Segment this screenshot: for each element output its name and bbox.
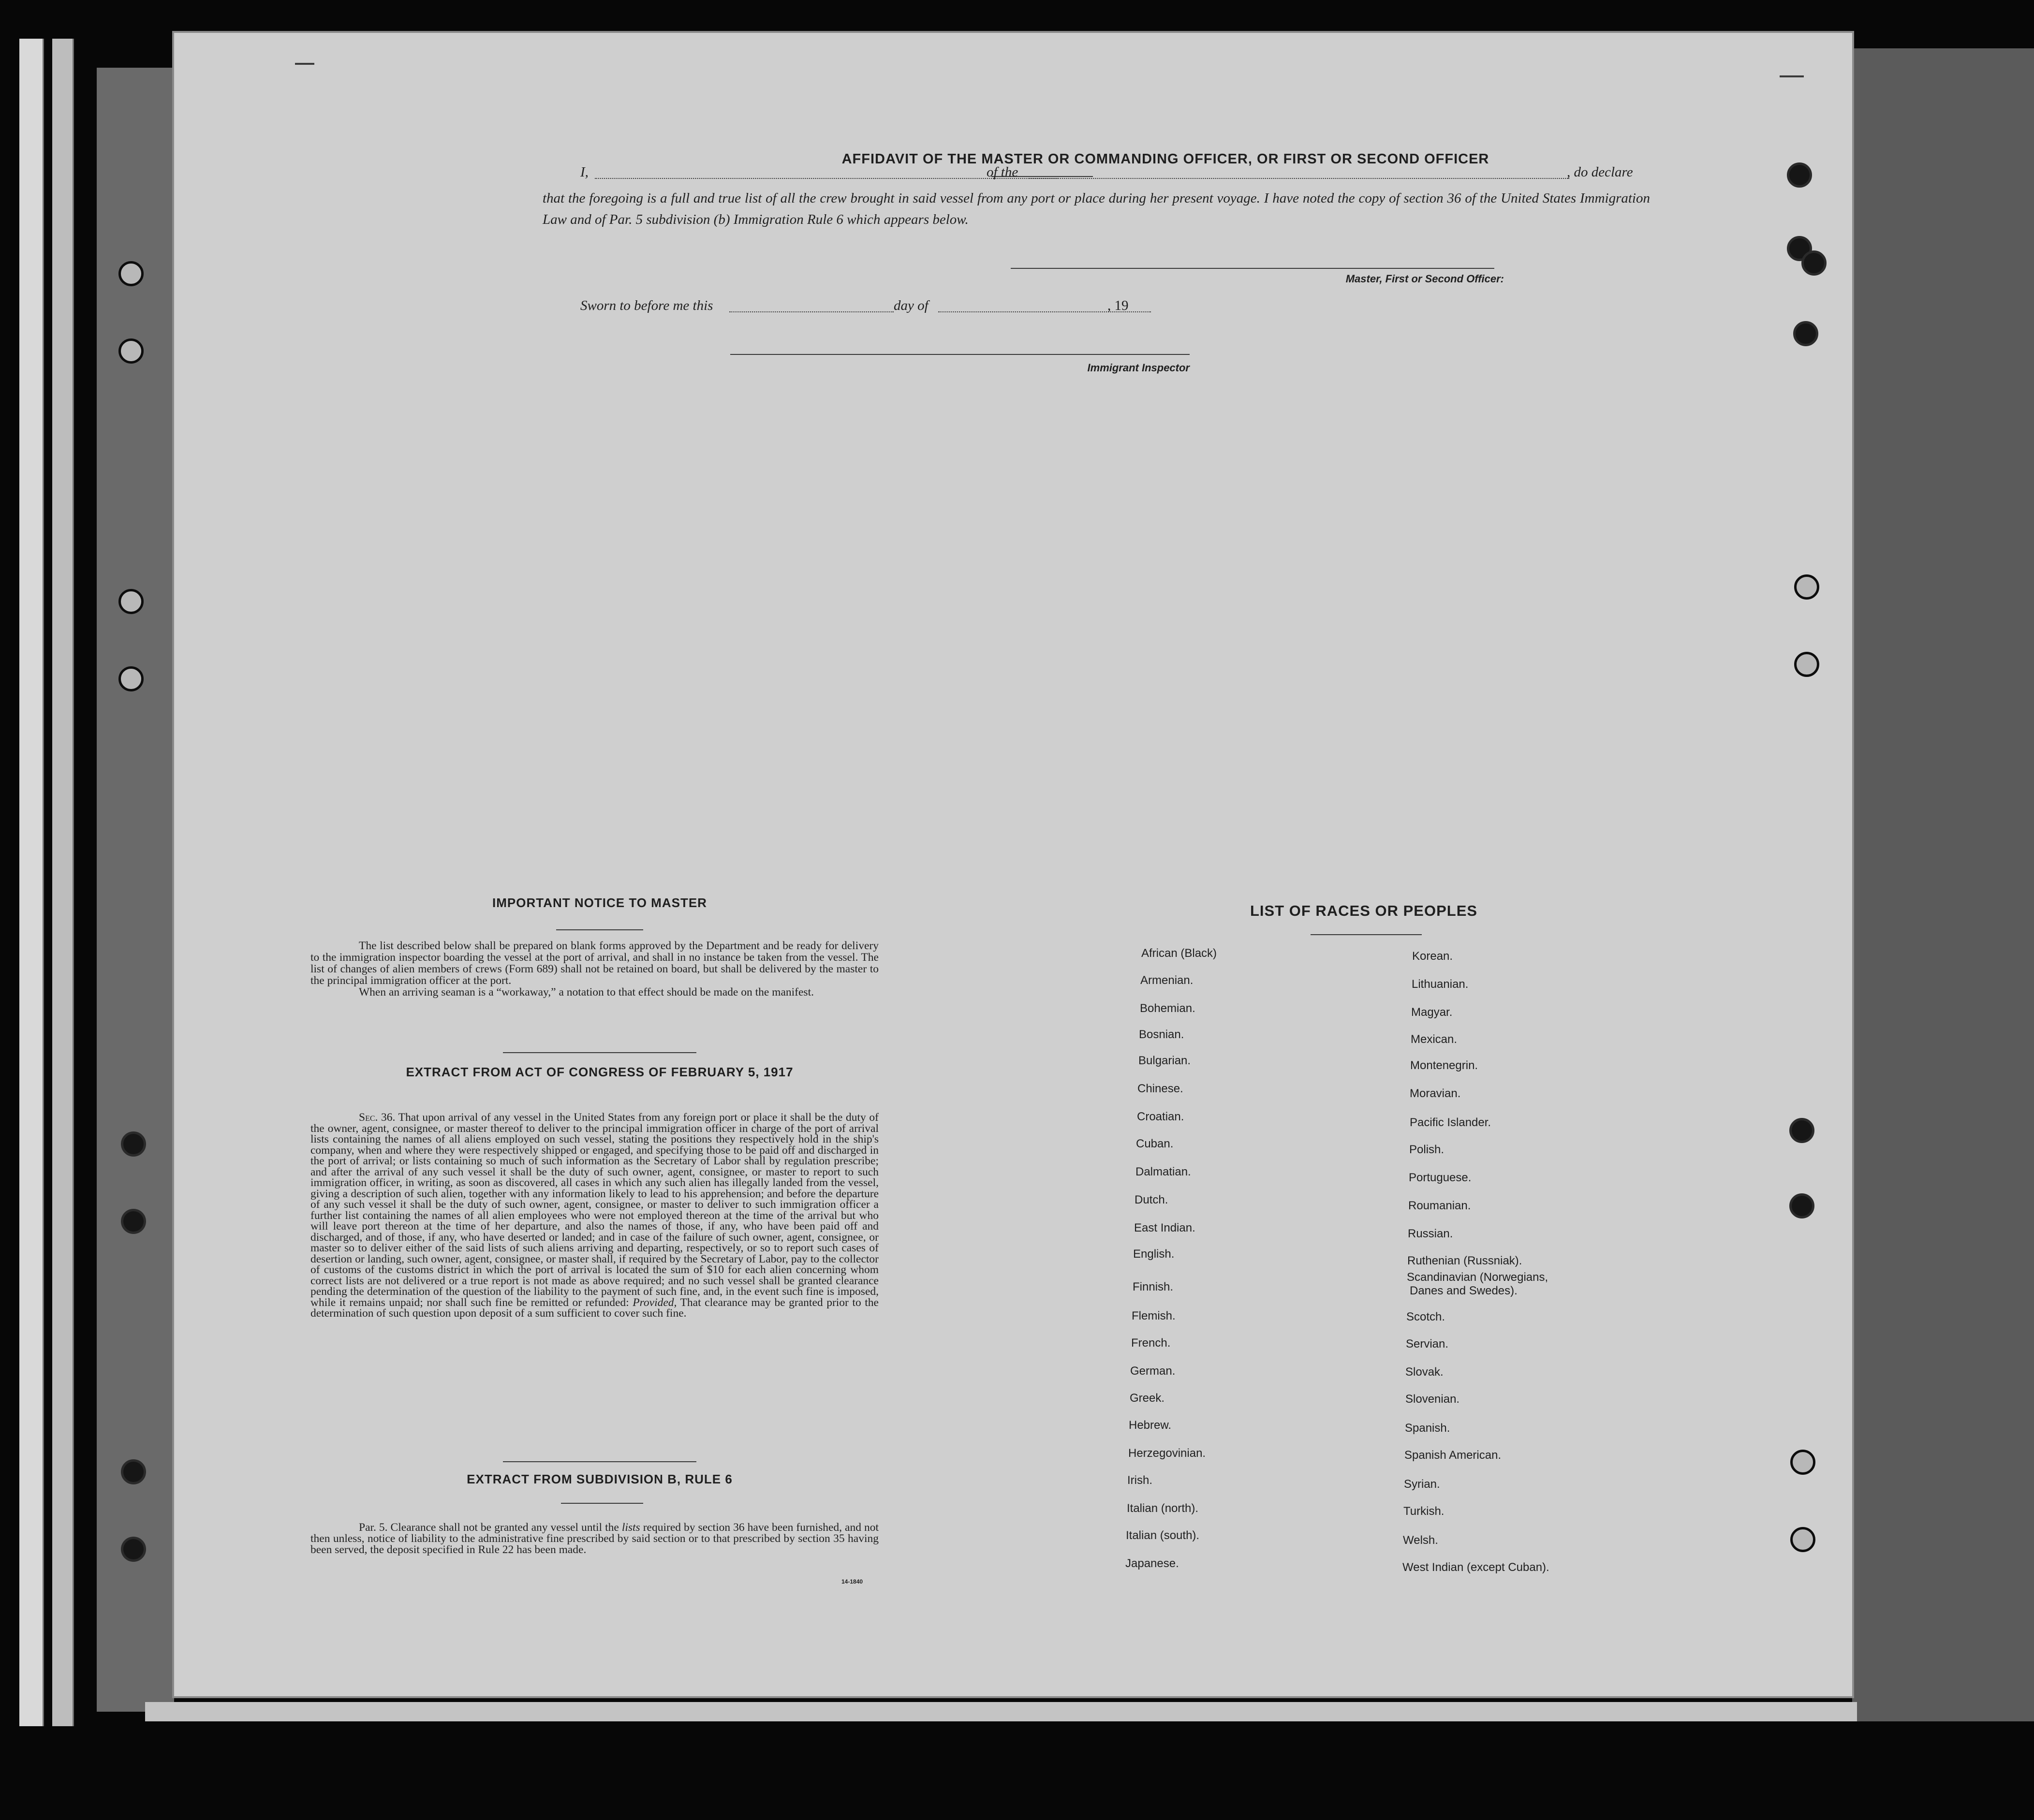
notice-paragraph-1: The list described below shall be prepared on blank forms approved by the Department and be ready for delivery to the immigration inspector boarding the vessel at the port of arrival, and shall in no instance be taken from the vessel. The list of changes of alien members of crews (Form 689) shall not be retained on board, but shall be delivered by the master to the principal immigration officer at the port.	[310, 939, 879, 987]
punch-hole	[1790, 1527, 1815, 1552]
divider	[561, 1503, 643, 1504]
race-item: African (Black)	[1141, 947, 1217, 960]
extract-rule-title: EXTRACT FROM SUBDIVISION B, RULE 6	[467, 1472, 733, 1486]
race-item: Polish.	[1409, 1143, 1444, 1156]
race-item: Finnish.	[1133, 1280, 1174, 1293]
race-item: Croatian.	[1137, 1110, 1184, 1123]
race-item: Moravian.	[1410, 1087, 1461, 1100]
race-item: German.	[1130, 1365, 1176, 1378]
race-item: Ruthenian (Russniak).	[1407, 1254, 1522, 1267]
right-binder-board	[1852, 48, 2034, 1721]
race-item: Italian (south).	[1126, 1529, 1200, 1542]
race-item: Slovenian.	[1405, 1393, 1460, 1406]
divider	[503, 1461, 696, 1462]
race-item: Bosnian.	[1139, 1028, 1184, 1041]
race-item: French.	[1131, 1336, 1171, 1350]
punch-hole	[1794, 574, 1819, 600]
speck	[295, 63, 314, 65]
par5-text	[310, 1522, 879, 1556]
section-label: Sec. 36.	[359, 1111, 396, 1124]
race-item: Chinese.	[1137, 1082, 1183, 1095]
race-item: Portuguese.	[1409, 1171, 1472, 1184]
race-item: Servian.	[1406, 1337, 1449, 1350]
race-item: Dalmatian.	[1135, 1165, 1191, 1178]
binder-spine	[19, 39, 44, 1726]
binder-spine-inner	[52, 39, 74, 1726]
provided-word: Provided,	[633, 1296, 677, 1309]
race-item: Herzegovinian.	[1128, 1447, 1206, 1460]
master-signature-line	[1011, 268, 1494, 269]
race-item: Slovak.	[1405, 1365, 1444, 1379]
race-item: Syrian.	[1404, 1478, 1440, 1491]
race-item: Bulgarian.	[1138, 1054, 1191, 1067]
race-item: East Indian.	[1134, 1221, 1195, 1234]
affidavit-body: that the foregoing is a full and true list of all the crew brought in said vessel from any port or place during her present voyage. I have noted the copy of section 36 of the United States Immigration Law and of Par. 5 subdivision (b) Immigration Rule 6 which appears below.	[543, 191, 1650, 227]
race-item: Flemish.	[1132, 1309, 1176, 1322]
affidavit-of-the: of the	[987, 164, 1018, 180]
lists-word: lists	[621, 1521, 640, 1534]
punch-hole	[1789, 1193, 1814, 1218]
race-item: Hebrew.	[1129, 1419, 1172, 1432]
races-title-underline	[1311, 934, 1422, 935]
race-item: Armenian.	[1140, 974, 1194, 987]
sworn-prefix: Sworn to before me this	[580, 298, 713, 313]
vessel-blank	[1028, 178, 1569, 179]
race-item: Spanish American.	[1404, 1449, 1502, 1462]
par5-start: Par. 5. Clearance shall not be granted any vessel until the	[359, 1521, 622, 1534]
page-bottom-edge	[145, 1702, 1857, 1721]
punch-hole	[1787, 162, 1812, 188]
notice-title: IMPORTANT NOTICE TO MASTER	[492, 895, 707, 910]
document-page	[174, 33, 1852, 1696]
section-36-end: That clearance may be granted prior to the determination of such question upon deposit of a sum sufficient to cover such fine.	[310, 1296, 879, 1320]
notice-paragraph-2: When an arriving seaman is a “workaway,” a notation to that effect should be made on the manifest.	[359, 986, 814, 998]
race-item: English.	[1133, 1248, 1175, 1261]
race-item: Russian.	[1408, 1227, 1453, 1240]
punch-hole	[1801, 250, 1827, 276]
races-title: LIST OF RACES OR PEOPLES	[1250, 902, 1478, 919]
form-number: 14-1840	[841, 1578, 863, 1585]
master-signature-caption: Master, First or Second Officer:	[1345, 273, 1504, 285]
affidavit-i: I,	[580, 164, 589, 180]
race-item: Magyar.	[1411, 1006, 1453, 1019]
race-item: Pacific Islander.	[1410, 1116, 1491, 1129]
sworn-year: , 19	[1107, 298, 1129, 313]
punch-hole	[1789, 1118, 1814, 1143]
punch-hole	[1790, 1450, 1815, 1475]
notice-title-underline	[556, 929, 643, 930]
day-blank	[729, 311, 894, 312]
race-item: Danes and Swedes).	[1410, 1284, 1518, 1297]
punch-hole	[118, 589, 144, 614]
race-item: Montenegrin.	[1410, 1059, 1478, 1072]
par5-end: required by section 36 have been furnished, and not then unless, notice of liability to the administrative fine prescribed by said section or to that prescribed by section 35 having been served, the deposit specified in Rule 22 has been made.	[310, 1521, 879, 1556]
race-item: Korean.	[1412, 950, 1453, 963]
race-item: Lithuanian.	[1412, 978, 1469, 991]
punch-hole	[1794, 652, 1819, 677]
punch-hole	[121, 1459, 146, 1484]
inspector-signature-line	[730, 354, 1190, 355]
race-item: Scandinavian (Norwegians,	[1407, 1271, 1548, 1284]
punch-hole	[1793, 321, 1818, 346]
notice-text	[310, 940, 879, 998]
extract-act-title: EXTRACT FROM ACT OF CONGRESS OF FEBRUARY 5, 1917	[406, 1065, 794, 1079]
race-item: Spanish.	[1405, 1422, 1450, 1435]
divider	[503, 1052, 696, 1053]
punch-hole	[118, 666, 144, 691]
speck	[1780, 75, 1804, 77]
race-item: West Indian (except Cuban).	[1402, 1561, 1549, 1574]
punch-hole	[121, 1209, 146, 1234]
race-item: Mexican.	[1411, 1033, 1458, 1046]
sworn-day-of: day of	[894, 298, 929, 313]
race-item: Cuban.	[1136, 1137, 1174, 1150]
race-item: Roumanian.	[1408, 1199, 1471, 1212]
punch-hole	[118, 338, 144, 364]
race-item: Scotch.	[1406, 1310, 1445, 1323]
punch-hole	[118, 261, 144, 286]
race-item: Dutch.	[1135, 1193, 1168, 1206]
race-item: Bohemian.	[1140, 1002, 1195, 1015]
race-item: Greek.	[1130, 1392, 1165, 1405]
inspector-caption: Immigrant Inspector	[1087, 362, 1190, 374]
race-item: Italian (north).	[1127, 1502, 1199, 1515]
punch-hole	[121, 1537, 146, 1562]
affidavit-declare: , do declare	[1567, 164, 1633, 180]
affidavit-title: AFFIDAVIT OF THE MASTER OR COMMANDING OFFICER, OR FIRST OR SECOND OFFICER	[841, 151, 1489, 167]
section-36-body: That upon arrival of any vessel in the United States from any foreign port or place it shall be the duty of the owner, agent, consignee, or master thereof to deliver to the principal immigration officer in charge of the port of arrival lists containing the names of all aliens employed on such vessel, stating the positions they respectively hold in the ship's company, when and where they were respectively shipped or engaged, and specifying those to be paid off and discharged in the port of arrival; or lists containing so much of such information as the Secretary of Labor shall by regulation prescribe; and after the arrival of any such vessel it shall be the duty of such owner, agent, consignee, or master to report to such immigration officer, in writing, as soon as discovered, all cases in which any such alien has illegally landed from the vessel, giving a description of such alien, together with any information likely to lead to his apprehension; and before the departure of any such vessel it shall be the duty of such owner, agent, consignee, or master to deliver to such immigration officer a further list containing the names of all alien employees who were not employed thereon at the time of the arrival but who will leave port thereon at the time of her departure, and also the names of those, if any, who have been paid off and discharged, and of those, if any, who have deserted or landed; and in case of the failure of such owner, agent, consignee, or master so to deliver either of the said lists of such aliens arriving and departing, respectively, or so to report such cases of desertion or landing, such owner, agent, consignee, or master shall, if required by the Secretary of Labor, pay to the collector of customs of the customs district in which the port of arrival is located the sum of $10 for each alien concerning whom correct lists are not delivered or a true report is not made as above required; and no such vessel shall be granted clearance pending the determination of the question of the liability to the payment of such fine, and, in the event such fine is imposed, while it remains unpaid; nor shall such fine be remitted or refunded:	[310, 1111, 879, 1309]
section-36-text	[310, 1112, 879, 1319]
punch-hole	[121, 1131, 146, 1157]
race-item: Japanese.	[1125, 1557, 1179, 1570]
race-item: Irish.	[1127, 1474, 1153, 1487]
race-item: Turkish.	[1403, 1505, 1444, 1518]
race-item: Welsh.	[1403, 1534, 1438, 1547]
